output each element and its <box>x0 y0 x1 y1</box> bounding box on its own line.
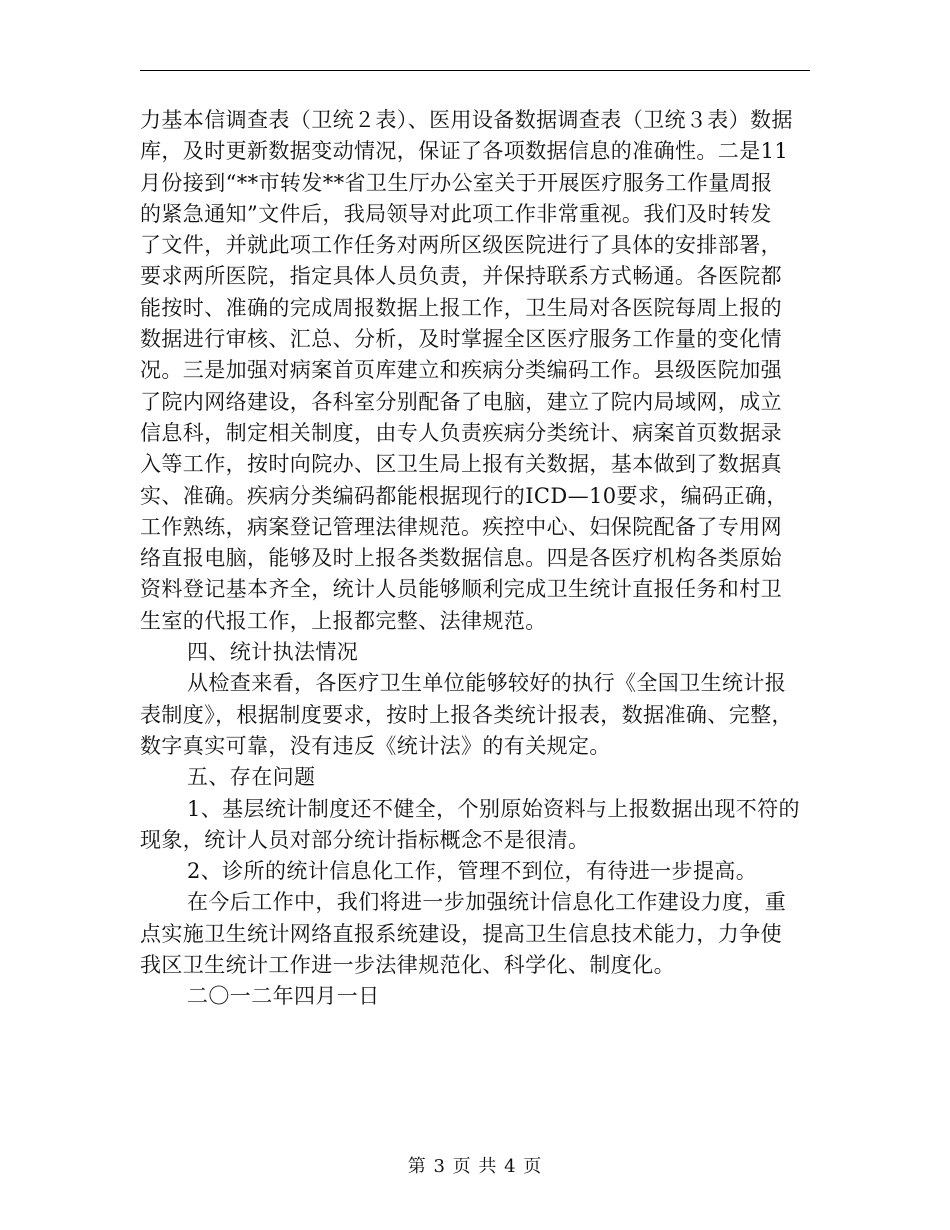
page-number-footer: 第 3 页 共 4 页 <box>407 1156 543 1177</box>
section-heading: 四、统计执法情况 <box>187 640 359 665</box>
text-line: 了院内网络建设，各科室分别配备了电脑，建立了院内局域网，成立 <box>140 389 782 414</box>
text-line: 信息科，制定相关制度，由专人负责疾病分类统计、病案首页数据录 <box>140 420 782 445</box>
text-line: 实、准确。疾病分类编码都能根据现行的ICD—10要求，编码正确， <box>140 483 788 508</box>
text-line: 入等工作，按时向院办、区卫生局上报有关数据，基本做到了数据真 <box>140 452 782 477</box>
text-line: 在今后工作中，我们将进一步加强统计信息化工作建设力度，重 <box>187 890 787 915</box>
text-line: 了文件，并就此项工作任务对两所区级医院进行了具体的安排部署， <box>140 233 782 258</box>
text-line: 络直报电脑，能够及时上报各类数据信息。四是各医疗机构各类原始 <box>140 546 782 571</box>
text-line: 我区卫生统计工作进一步法律规范化、科学化、制度化。 <box>140 953 675 978</box>
text-line: 2、诊所的统计信息化工作，管理不到位，有待进一步提高。 <box>187 859 758 884</box>
document-date: 二〇一二年四月一日 <box>187 984 380 1009</box>
text-line: 能按时、准确的完成周报数据上报工作，卫生局对各医院每周上报的 <box>140 295 782 320</box>
text-line: 数据进行审核、汇总、分析，及时掌握全区医疗服务工作量的变化情 <box>140 327 782 352</box>
document-body <box>140 105 815 1013</box>
text-line: 工作熟练，病案登记管理法律规范。疾控中心、妇保院配备了专用网 <box>140 514 782 539</box>
text-line: 的紧急通知”文件后，我局领导对此项工作非常重视。我们及时转发 <box>140 201 772 226</box>
text-line: 要求两所医院，指定具体人员负责，并保持联系方式畅通。各医院都 <box>140 264 782 289</box>
text-line: 生室的代报工作，上报都完整、法律规范。 <box>140 608 547 633</box>
text-line: 资料登记基本齐全，统计人员能够顺利完成卫生统计直报任务和村卫 <box>140 577 782 602</box>
section-heading: 五、存在问题 <box>187 765 316 790</box>
header-rule <box>140 70 810 71</box>
text-line: 月份接到“**市转发**省卫生厅办公室关于开展医疗服务工作量周报 <box>140 170 773 195</box>
text-line: 现象，统计人员对部分统计指标概念不是很清。 <box>140 827 590 852</box>
text-line: 从检查来看，各医疗卫生单位能够较好的执行《全国卫生统计报 <box>187 671 787 696</box>
text-line: 力基本信调查表（卫统２表）、医用设备数据调查表（卫统３表）数据 <box>140 108 793 132</box>
text-line: 表制度》，根据制度要求，按时上报各类统计报表，数据准确、完整， <box>140 702 793 727</box>
text-line: 库，及时更新数据变动情况，保证了各项数据信息的准确性。二是11 <box>140 139 789 164</box>
text-line: 况。三是加强对病案首页库建立和疾病分类编码工作。县级医院加强 <box>140 358 782 383</box>
text-line: 点实施卫生统计网络直报系统建设，提高卫生信息技术能力，力争使 <box>140 921 782 946</box>
text-line: 数字真实可靠，没有违反《统计法》的有关规定。 <box>140 733 611 758</box>
text-line: 1、基层统计制度还不健全，个别原始资料与上报数据出现不符的 <box>187 796 800 821</box>
